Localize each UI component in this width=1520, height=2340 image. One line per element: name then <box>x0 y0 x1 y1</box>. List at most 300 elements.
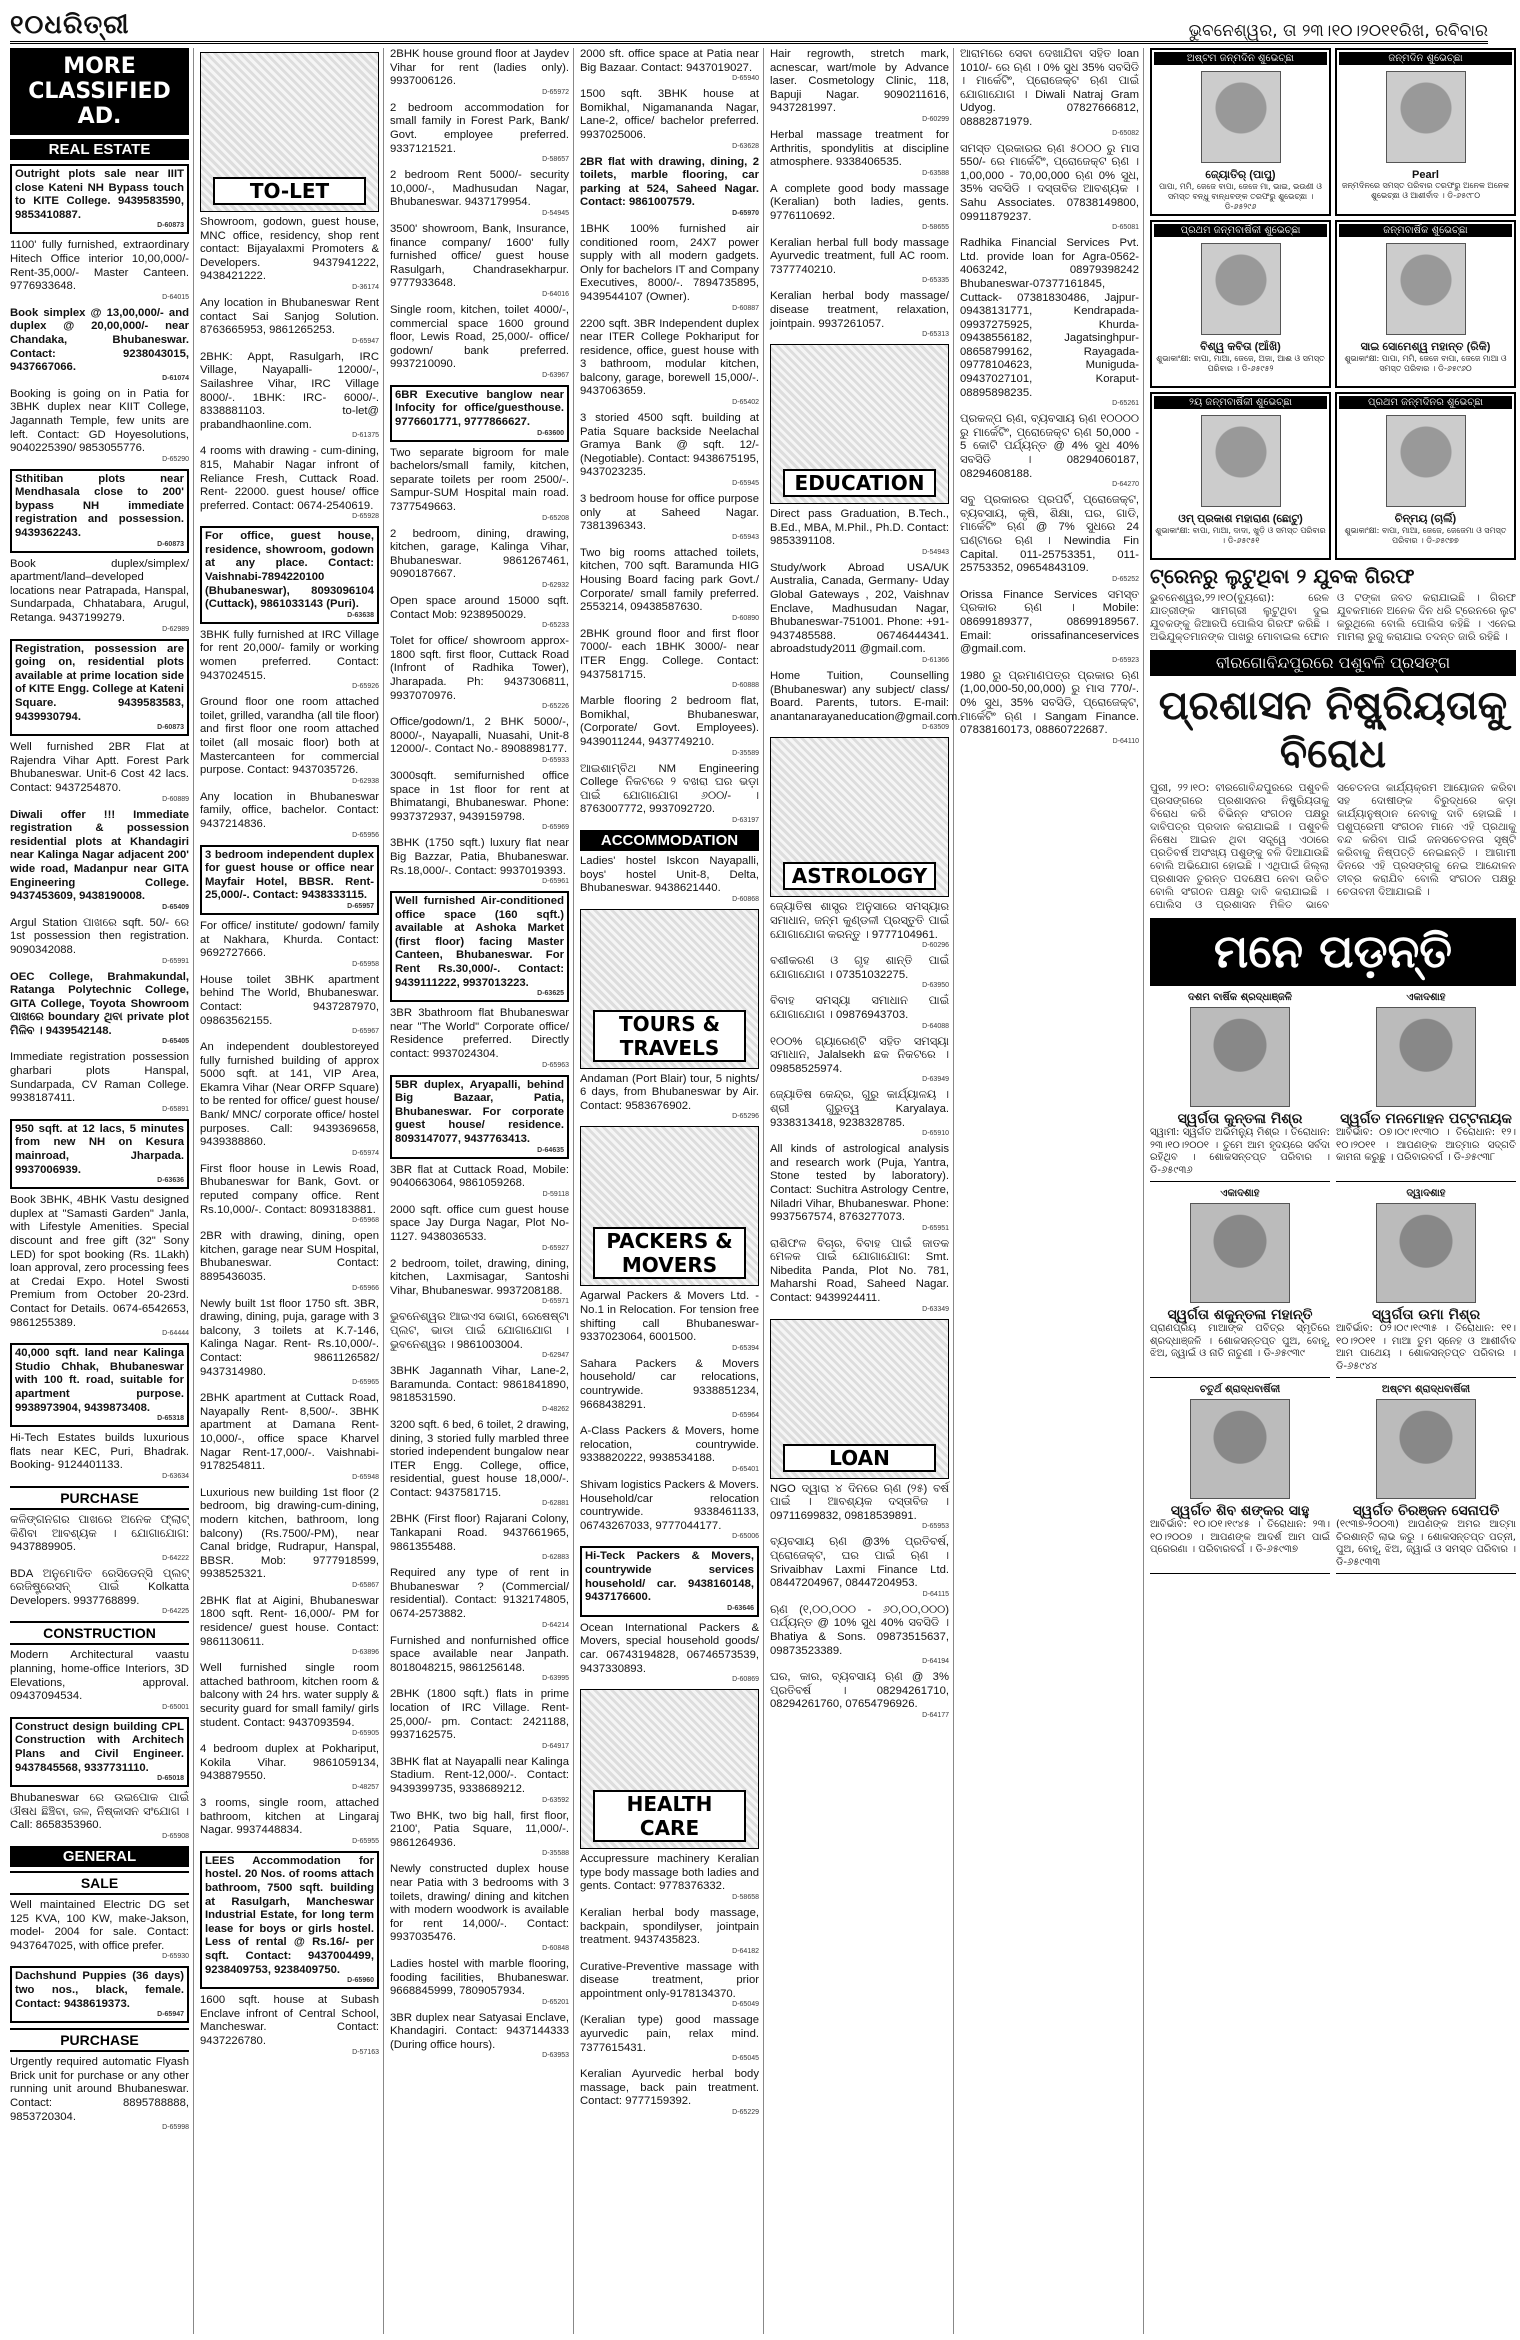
ad-code: D-65960 <box>347 1977 374 1985</box>
classified-ad <box>390 1810 569 1859</box>
deceased-name: ସ୍ୱର୍ଗତ ମନମୋହନ ପଟ୍ଟନାୟକ <box>1340 1111 1512 1127</box>
classified-ad <box>390 837 569 886</box>
ad-text: Registration, possession are going on, residential plots available at prime location side of KITE Engg. College at Kateni Square. 9439583583, 9439930794. <box>15 642 184 723</box>
news-headline-animal-sacrifice: ପ୍ରଶାସନ ନିଷ୍କ୍ରିୟତାକୁ ବିରୋଧ <box>1158 683 1508 777</box>
ad-text: Well furnished 2BR Flat at Rajendra Vihar Aptt. Forest Park Bhubaneswar. Unit-6 Cost 42 lacs. Contact: 9437254870. <box>10 741 189 794</box>
ad-code: D-65867 <box>352 1581 379 1589</box>
ad-text: 3 bedroom independent duplex for guest house or office near Mayfair Hotel, BBSR. Rent- 25,000/-. Contact: 9438333115. <box>205 848 374 902</box>
ad-code: D-63634 <box>162 1472 189 1480</box>
obituary-text: ଆବିର୍ଭାବ: ୧୦।୦୧।୧୯୪୫ । ତିରୋଧାନ: ୨୩।୧୦।୨୦୦୭ । ଆପଣଙ୍କ ଆଦର୍ଶ ଆମ ପାଇଁ ପ୍ରେରଣା । ପରିବାରବର୍ଗ । ଡି-୬୫୯୩୭ <box>1150 1519 1330 1555</box>
ad-code: D-64214 <box>542 1621 569 1629</box>
obituary-text: (୧୯୩୭-୨୦୦୩) ଆପଣଙ୍କ ଅମର ଆତ୍ମା ଚିରଶାନ୍ତି ଲାଭ କରୁ । ଶୋକସନ୍ତପ୍ତ ପତ୍ନୀ, ପୁଅ, ବୋହୂ, ଝିଅ, ଜ୍ୱାଇଁ ଓ ସମସ୍ତ ପରିବାର । ଡି-୬୫୯୩୩ <box>1336 1519 1516 1568</box>
classified-ad <box>770 955 949 990</box>
ad-text: ପ୍ରକଳ୍ପ ଋଣ, ବ୍ୟବସାୟ ଋଣ ୧୦୦୦୦ ରୁ ମାର୍କେଟିଂ, ପ୍ରୋଜେକ୍ଟ ଋଣ 50,000 - 5 କୋଟି ପର୍ଯ୍ୟନ୍ତ @ 4% ସୁଧ 40% ସବସିଡି । 08294060187, 08294608188. <box>960 413 1139 480</box>
ad-text: A complete good body massage (Keralian) both ladies, gents. 9776110692. <box>770 182 949 222</box>
wish-text: ଶୁଭାକାଂକ୍ଷୀ: ବାପା, ମାଆ, ଜେଜେ, ଅଜା, ଆଈ ଓ ସମସ୍ତ ପରିବାର । ଡି-୬୫୯୫୨ <box>1156 354 1325 373</box>
news-kicker-animal-sacrifice: ବୀରଗୋବିନ୍ଦପୁରରେ ପଶୁବଳି ପ୍ରସଙ୍ଗ <box>1150 650 1516 676</box>
ad-text: Two big rooms attached toilets, kitchen, 700 sqft. Baramunda HIG Housing Board facing park Govt./ Corporate/ small family preferred. 2553214, 09438587630. <box>580 546 759 614</box>
classified-ad <box>390 1007 569 1069</box>
section-illustration <box>580 1689 759 1849</box>
classified-ad <box>10 1568 189 1617</box>
ad-text: House toilet 3BHK apartment behind The World, Bhubaneswar. Contact: 9437287970, 09863562155. <box>200 973 379 1027</box>
section-illustration <box>770 1319 949 1479</box>
classified-ad <box>200 351 379 441</box>
obituary-notice <box>1336 1188 1516 1378</box>
ad-text: 40,000 sqft. land near Kalinga Studio Chhak, Bhubaneswar with 100 ft. road, suitable for apartment purpose. 9938973904, 9439873408. <box>15 1347 184 1414</box>
ad-code: D-60296 <box>922 942 949 950</box>
classified-ad <box>10 388 189 464</box>
ad-text: Newly built 1st floor 1750 sft. 3BR, drawing, dining, puja, garage with 3 balcony, 3 toilets at K.7-146, Kalinga Nagar. Rent- Rs.10,000/-. Contact: 9861126582/ 9437314980. <box>200 1297 379 1378</box>
ad-code: D-61366 <box>922 657 949 665</box>
ad-text: Accupressure machinery Keralian type body massage both ladies and gents. Contact: 9778376332. <box>580 1853 759 1893</box>
classified-ad <box>10 1343 189 1427</box>
classified-ad <box>390 304 569 380</box>
classified-ad <box>390 169 569 218</box>
ad-code: D-65930 <box>162 1953 189 1961</box>
ad-code: D-65957 <box>347 902 374 910</box>
classified-ad <box>580 1961 759 2010</box>
ad-text: Outright plots sale near IIIT close Kateni NH Bypass touch to KITE College. 9439583590, 9853410887. <box>15 168 184 221</box>
classified-ad <box>580 1358 759 1420</box>
ad-text: ବ୍ୟବସାୟ ଋଣ @3% ପ୍ରତିବର୍ଷ, ପ୍ରୋଜେକ୍ଟ, ଘର ପାଇଁ ଋଣ । Srivaibhav Laxmi Finance Ltd. 08447204967, 08447204953. <box>770 1536 949 1590</box>
ad-text: Ground floor one room attached toilet, grilled, varandha (all tile floor) and first floor one room attached toilet (all mosaic floor) both at Mastercanteen for commercial purpose. Contact: 9437035726. <box>200 696 379 777</box>
classified-ad <box>10 307 189 383</box>
ad-code: D-63588 <box>922 169 949 177</box>
ad-code: D-65229 <box>732 2109 759 2117</box>
ad-code: D-63949 <box>922 1076 949 1084</box>
ad-text: ସମସ୍ତ ପ୍ରକାରର ଋଣ ୫୦୦୦ ରୁ ମାସ 550/- ରେ ମାର୍କେଟିଂ, ପ୍ରୋଜେକ୍ଟ ଋଣ । 1,00,000 - 70,00,000 ଋଣ 0% ସୁଧ, 35% ସବସିଡି । ଦସ୍ତାବିଜ ଆବଶ୍ୟକ । Sahu Associates. 07838149800, 09911879237. <box>960 142 1139 223</box>
wish-text: ଶୁଭାକାଂକ୍ଷୀ: ବାପା, ମାଆ, ଜେଜେ, ଜେଜେମା ଓ ସମସ୍ତ ପରିବାର । ଡି-୬୫୯୭୭ <box>1344 526 1507 545</box>
wish-title: ପ୍ରଥମ ଜନ୍ମବାର୍ଷିକୀ ଶୁଭେଚ୍ଛା <box>1154 224 1327 237</box>
illustration-caption: TO-LET <box>213 177 366 205</box>
classified-ad <box>10 971 189 1047</box>
ad-code: D-65966 <box>352 1284 379 1292</box>
obituary-text: ସ୍ୱାମୀ: ସ୍ୱର୍ଗତ ଅଭିମନ୍ୟୁ ମିଶ୍ର । ତିରୋଧାନ: ୨୩।୧୦।୨୦୦୧ । ତୁମେ ଆମ ହୃଦୟରେ ସର୍ବଦା ରହିଥିବ । ଶୋକସନ୍ତପ୍ତ ପରିବାର । ଡି-୬୫୯୩୬ <box>1150 1127 1330 1176</box>
classified-ad <box>10 1792 189 1841</box>
classified-ad <box>200 216 379 292</box>
classified-ad <box>10 1899 189 1961</box>
ad-code: D-65969 <box>542 824 569 832</box>
classified-ad <box>580 1290 759 1352</box>
ad-text: 4 bedroom duplex at Pokhariput, Kokila Vihar. 9861059134, 9438879550. <box>200 1743 379 1783</box>
classified-banner: MORE CLASSIFIED AD. <box>10 48 189 135</box>
wish-text: ଶୁଭାକାଂକ୍ଷୀ: ପାପା, ମମି, ଜେଜେ ବାପା, ଜେଜେ ମାଆ ଓ ସମସ୍ତ ପରିବାର । ଡି-୬୫୯୬୦ <box>1344 354 1507 373</box>
ad-code: D-65961 <box>542 878 569 886</box>
classified-ad <box>200 629 379 691</box>
classified-ad <box>770 1483 949 1532</box>
classified-ad <box>200 1298 379 1388</box>
ad-text: ଜ୍ୟୋତିଷ କେନ୍ଦ୍ର, ଗୁରୁ କାର୍ଯ୍ୟାଳୟ । ଶ୍ରୀ ଗୁରୁତ୍ୱ Karyalaya. 9338313418, 9238328785. <box>770 1089 949 1129</box>
classified-ad <box>580 855 759 904</box>
classified-ad <box>10 1966 189 2023</box>
classified-ad <box>200 1487 379 1590</box>
classified-ad <box>960 589 1139 665</box>
ad-text: 1980 ରୁ ପ୍ରମାଣପତ୍ର ପ୍ରକାର ଋଣ (1,00,000-50,00,000) ରୁ ମାସ 770/-. 0% ସୁଧ, 35% ସବସିଡି, ପ୍ରୋଜେକ୍ଟ, ମାର୍କେଟିଂ ଋଣ । Sangam Finance. 07838160173, 08860722687. <box>960 669 1139 737</box>
ad-code: D-62947 <box>542 1352 569 1360</box>
page-grid <box>10 48 1516 2334</box>
ad-code: D-36174 <box>352 283 379 291</box>
ad-code: D-65409 <box>162 903 189 911</box>
obituary-grid <box>1150 992 1516 1574</box>
ad-text: Hair regrowth, stretch mark, acnescar, wart/mole by Advance laser. Cosmetology Clinic, 118, Bapuji Nagar. 9090211616, 9437281997. <box>770 48 949 115</box>
classified-ad <box>770 508 949 557</box>
ad-text: 2200 sqft. 3BR Independent duplex near ITER College Pokhariput for residence, office, guest house with 3 bathroom, modular kitchen, balcony, garage, borewell 15,000/-. 9437063659. <box>580 317 759 398</box>
child-name: Pearl <box>1412 169 1439 181</box>
ad-code: D-62881 <box>542 1500 569 1508</box>
child-photo <box>1386 243 1466 335</box>
section-illustration <box>200 52 379 212</box>
ad-text: NGO ଦ୍ୱାରା ୪ ଦିନରେ ଋଣ (୨୫) ବର୍ଷ ପାଇଁ । ଆବଶ୍ୟକ ଦସ୍ତାବିଜ । 09711699832, 09818539891. <box>770 1482 949 1522</box>
ad-code: D-63592 <box>542 1796 569 1804</box>
classified-ad <box>390 1204 569 1253</box>
ad-text: Book simplex @ 13,00,000/- and duplex @ 20,00,000/- near Chandaka, Bhubaneswar. Contact: 9238043015, 9437667066. <box>10 306 189 374</box>
classified-ad <box>200 791 379 840</box>
section-illustration <box>770 344 949 504</box>
ad-text: Well maintained Electric DG set 125 KVA, 100 KW, make-Jakson, model- 2004 for sale. Contact: 9437647025, with office prefer. <box>10 1899 189 1952</box>
news-headline-train-robbery: ଟ୍ରେନରୁ ଲୁଟୁଥିବା ୨ ଯୁବକ ଗିରଫ <box>1150 564 1415 588</box>
ad-code: D-65208 <box>542 514 569 522</box>
classified-column-4 <box>580 48 764 2334</box>
ad-code: D-48257 <box>352 1784 379 1791</box>
ad-text: Keralian Ayurvedic herbal body massage, back pain treatment. Contact: 9777159392. <box>580 2068 759 2108</box>
ad-text: Showroom, godown, guest house, MNC office, residency, shop rent contact: Bijayalaxmi Promoters & Developers. 9437941222, 9438421222. <box>200 216 379 283</box>
ad-code: D-63628 <box>732 142 759 150</box>
classified-ad <box>390 1365 569 1414</box>
ad-code: D-65948 <box>352 1473 379 1481</box>
ad-code: D-65958 <box>352 960 379 968</box>
classified-ad <box>200 1163 379 1225</box>
ad-text: Well furnished single room attached bathroom, kitchen room & balcony with 24 hrs. water supply & security guard for small family/ girls student. Contact: 9437093594. <box>200 1662 379 1729</box>
ad-text: Bhubaneswar ରେ ଉଇପୋକ ପାଇଁ ଔଷଧ ଛିଞ୍ଚିବା, ଜଳ, ନିଷ୍କାସନ ସଂଯୋଗ । Call: 8658353960. <box>10 1792 189 1832</box>
ad-code: D-58658 <box>732 1893 759 1901</box>
ad-code: D-60299 <box>922 115 949 123</box>
ad-text: 4 rooms with drawing - cum-dining, 815, Mahabir Nagar infront of Reliance Fresh, Cuttack Road. Rent- 22000. guest house/ office preferred. Contact: 0674-2540619. <box>200 445 379 512</box>
classified-ad <box>580 1546 759 1616</box>
ad-code: D-65049 <box>732 2001 759 2009</box>
ad-text: Any location in Bhubaneswar Rent contact Sai Sanjog Solution. 8763665953, 9861265253. <box>200 296 379 337</box>
obituary-notice <box>1336 992 1516 1182</box>
ad-code: D-60848 <box>542 1944 569 1952</box>
ad-code: D-65335 <box>922 277 949 285</box>
ad-text: Construct design building CPL Construction with Architech Plans and Civil Engineer. 9437845568, 9337731110. <box>15 1720 184 1774</box>
classified-ad <box>580 628 759 690</box>
ad-text: 2BHK: Appt, Rasulgarh, IRC Village, Nayapalli- 12000/-, Sailashree Vihar, IRC Village 8000/-. 1BHK: IRC- 6000/-. 8338881103. to-let@ prabandhaonline.com. <box>200 350 379 431</box>
wish-title: ପ୍ରଥମ ଜନ୍ମଦିନର ଶୁଭେଚ୍ଛା <box>1339 396 1512 409</box>
section-illustration <box>580 1126 759 1286</box>
deceased-name: ସ୍ୱର୍ଗତା ଶକୁନ୍ତଳା ମହାନ୍ତି <box>1167 1307 1313 1323</box>
classified-ad <box>10 1514 189 1563</box>
ad-code: D-65905 <box>352 1730 379 1738</box>
ad-code: D-65006 <box>732 1533 759 1541</box>
ad-code: D-65891 <box>162 1105 189 1113</box>
classified-ad <box>390 635 569 711</box>
news-body-animal-sacrifice: ପୁରୀ, ୨୨।୧୦: ବୀରଗୋବିନ୍ଦପୁରରେ ପଶୁବଳି ପ୍ରସଙ୍ଗରେ ପ୍ରଶାସନର ନିଷ୍କ୍ରିୟତାକୁ ବିରୋଧ କରି ବିଭିନ୍ନ ସଂଗଠନ ପକ୍ଷରୁ ଦାବିପତ୍ର ପ୍ରଦାନ କରାଯାଇଛି । ପଶୁବଳି ନିଷେଧ ଆଇନ ଥିବା ସତ୍ତ୍ୱେ ଏଠାରେ ପ୍ରତିବର୍ଷ ଅସଂଖ୍ୟ ପଶୁଙ୍କୁ ବଳି ଦିଆଯାଉଛି ବୋଲି ଅଭିଯୋଗ ହୋଇଛି । ଏଥିପାଇଁ ଜିଲ୍ଲା ପ୍ରଶାସନ ତୁରନ୍ତ ପଦକ୍ଷେପ ନେବା ଉଚିତ ବୋଲି ସଂଗଠନ ପକ୍ଷରୁ ଦାବି କରାଯାଇଛି । ପୋଲିସ ଓ ପ୍ରଶାସନ ମିଳିତ ଭାବେ ସଚେତନତା କାର୍ଯ୍ୟକ୍ରମ ଆୟୋଜନ କରିବା ସହ ଦୋଷୀଙ୍କ ବିରୁଦ୍ଧରେ କଡ଼ା କାର୍ଯ୍ୟାନୁଷ୍ଠାନ ନେବାକୁ ଦାବି ହୋଇଛି । ପଶୁପ୍ରେମୀ ସଂଗଠନ ମାନେ ଏହି ପ୍ରଥାକୁ ବନ୍ଦ କରିବା ପାଇଁ ଜନସଚେତନତା ସୃଷ୍ଟି କରିବାକୁ ନିଷ୍ପତ୍ତି ନେଇଛନ୍ତି । ଆଗାମୀ ଦିନରେ ଏହି ପ୍ରସଙ୍ଗକୁ ନେଇ ଆନ୍ଦୋଳନ ତୀବ୍ର କରାଯିବ ବୋଲି ସଂଗଠନ ପକ୍ଷରୁ ଚେତାବନୀ ଦିଆଯାଇଛି । <box>1150 782 1516 911</box>
ad-text: Shivam logistics Packers & Movers. Household/car relocation countrywide. 9338461133, 06743267033, 9777044177. <box>580 1479 759 1532</box>
classified-ad <box>390 1863 569 1953</box>
obituary-notice <box>1150 1188 1330 1378</box>
ad-code: D-63625 <box>537 990 564 998</box>
classified-ad <box>580 1853 759 1902</box>
ad-text: 3000sqft. semifurnished office space in 1st floor for rent at Bhimatangi, Bhubaneswar. Phone: 9937372937, 9439159798. <box>390 769 569 823</box>
ad-code: D-35589 <box>732 749 759 757</box>
ad-text: (Keralian type) good massage ayurvedic pain, relax mind. 7377615431. <box>580 2014 759 2054</box>
ad-text: Single room, kitchen, toilet 4000/-, commercial space 1600 ground floor, Lewis Road, 25,000/- office/ godown/ bank preferred. 9937210090. <box>390 303 569 371</box>
section-illustration <box>580 909 759 1069</box>
ad-code: D-60889 <box>162 795 189 803</box>
ad-text: 2 bedroom, toilet, drawing, dining, kitchen, Laxmisagar, Santoshi Vihar, Bhubaneswar. 9937208188. <box>390 1257 569 1297</box>
ad-text: 3500' showroom, Bank, Insurance, finance company/ 1600' fully furnished office/ guest house Rasulgarh, Chandrasekharpur. 9777933648. <box>390 222 569 290</box>
ad-code: D-65290 <box>162 455 189 463</box>
classified-ad <box>390 48 569 97</box>
classified-ad <box>10 1649 189 1711</box>
section-heading: CONSTRUCTION <box>10 1621 189 1645</box>
child-name: ବିଶ୍ୱ କବିତା (ଆଁଖି) <box>1200 341 1281 353</box>
ad-text: Urgently required automatic Flyash Brick unit for purchase or any other running unit around Bhubaneswar. Contact: 8895788888, 9853720304. <box>10 2056 189 2123</box>
classified-ad <box>390 1513 569 1562</box>
ad-code: D-65970 <box>732 209 759 217</box>
classified-ad <box>10 1051 189 1113</box>
ad-text: Radhika Financial Services Pvt. Ltd. provide loan for Agra-0562-4063242, 08979398242 Bhubaneswar-07377161845, Cuttack- 07381830486, Jajpur- 09438131771, Kendrapada- 09937275925, Khurda- 09438556182, Jagatsinghpur- 08658799162, Rayagada- 09778104623, Muniguda- 09437027101, Koraput- 08895898235. <box>960 237 1139 399</box>
obituary-label: ଏକାଦଶାହ <box>1406 992 1446 1003</box>
classified-column-1 <box>10 48 194 2334</box>
ad-code: D-65947 <box>352 337 379 345</box>
ad-text: 3BHK flat at Nayapalli near Kalinga Stadium. Rent-12,000/-. Contact: 9439399735, 9338689212. <box>390 1755 569 1795</box>
ad-code: D-64270 <box>1112 481 1139 489</box>
child-photo <box>1386 415 1466 507</box>
ad-code: D-65908 <box>162 1833 189 1840</box>
illustration-caption: ASTROLOGY <box>783 862 936 890</box>
birthday-wishes-grid <box>1150 48 1516 560</box>
obituary-notice <box>1336 1384 1516 1574</box>
ad-text: Marble flooring 2 bedroom flat, Bomikhal, Bhubaneswar, (Corporate/ Govt. Employees). 9439011244, 9437749210. <box>580 695 759 748</box>
classified-ad <box>770 670 961 732</box>
section-heading: REAL ESTATE <box>10 139 189 160</box>
deceased-photo <box>1190 1007 1290 1107</box>
ad-code: D-65261 <box>1112 400 1139 408</box>
classified-ad <box>200 1595 379 1657</box>
ad-code: D-60888 <box>732 682 759 690</box>
ad-text: ବଶୀକରଣ ଓ ଗୃହ ଶାନ୍ତି ପାଇଁ ଯୋଗାଯୋଗ । 07351032275. <box>770 955 949 981</box>
ad-code: D-61375 <box>352 432 379 440</box>
ad-code: D-64088 <box>922 1022 949 1030</box>
ad-code: D-65972 <box>542 88 569 96</box>
classified-ad <box>770 290 949 339</box>
ad-code: D-64115 <box>922 1590 949 1598</box>
classified-ad <box>580 2014 759 2063</box>
ad-code: D-64917 <box>542 1742 569 1750</box>
classified-ad <box>390 1635 569 1684</box>
classified-ad <box>580 1907 759 1956</box>
ad-code: D-64110 <box>1112 737 1139 745</box>
ad-text: BDA ଅନୁମୋଦିତ ରେସିଡେନ୍ସି ପ୍ଲଟ୍ ରେଜିଷ୍ଟ୍ରେସନ୍ ପାଇଁ Kolkatta Developers. 9937768899. <box>10 1567 189 1607</box>
obituary-label: ଦଶମ ବାର୍ଷିକ ଶ୍ରଦ୍ଧାଞ୍ଜଳି <box>1188 992 1292 1003</box>
wish-title: ଜନ୍ମବାର୍ଷିକ ଶୁଭେଚ୍ଛା <box>1339 224 1512 237</box>
ad-code: D-60869 <box>732 1676 759 1684</box>
ad-code: D-65233 <box>542 622 569 630</box>
ad-code: D-65965 <box>352 1379 379 1387</box>
ad-code: D-65226 <box>542 703 569 711</box>
classified-ad <box>390 770 569 832</box>
birthday-wish-box <box>1335 220 1516 388</box>
section-illustration <box>770 737 949 897</box>
classified-ad <box>390 528 569 590</box>
ad-text: Well furnished Air-conditioned office space (160 sqft.) available at Ashoka Market (first floor) facing Master Canteen, Bhubaneswar. For Rent Rs.30,000/-. Contact: 9439111222, 9937013223. <box>395 895 564 989</box>
ad-code: D-63967 <box>542 371 569 379</box>
ad-text: 1100' fully furnished, extraordinary Hitech Office interior 10,00,000/- Rent-35,000/- Master Canteen. 9776933648. <box>10 239 189 293</box>
deceased-photo <box>1190 1399 1290 1499</box>
wish-title: ୨ୟ ଜନ୍ମବାର୍ଷିକୀ ଶୁଭେଚ୍ଛା <box>1154 396 1327 409</box>
classified-ad <box>10 164 189 234</box>
classified-ad <box>580 1425 759 1474</box>
ad-text: 3BR 3bathroom flat Bhubaneswar near "The World" Corporate office/ Residence preferred. Directly contact: 9937024304. <box>390 1007 569 1061</box>
ad-text: ଆଇଶାମ୍ବିଥ NM Engineering College ନିକଟରେ ୨ ବଖରା ଘର ଭଡ଼ା ପାଇଁ ଯୋଗାଯୋଗ ୬୦୦/- । 8763007772, 9937092720. <box>580 762 759 816</box>
child-name: ଜ୍ୟୋତିର୍ (ପାପୁ) <box>1205 169 1276 181</box>
ad-text: Ladies' hostel Iskcon Nayapalli, boys' hostel Unit-8, Delta, Bhubaneswar. 9438621440. <box>580 854 759 895</box>
ad-text: Modern Architectural vaastu planning, home-office Interiors, 3D Elevations, approval. 09437094534. <box>10 1649 189 1703</box>
ad-code: D-63896 <box>352 1649 379 1657</box>
child-photo <box>1201 71 1281 163</box>
ad-code: D-65045 <box>732 2055 759 2063</box>
classified-ad <box>580 2068 759 2117</box>
ad-code: D-64016 <box>542 290 569 298</box>
classified-ad <box>390 716 569 765</box>
wish-title: ଜନ୍ମଦିନ ଶୁଭେଚ୍ଛା <box>1339 52 1512 65</box>
ad-code: D-57163 <box>352 2048 379 2056</box>
classified-ad <box>770 1536 949 1598</box>
ad-text: 950 sqft. at 12 lacs, 5 minutes from new NH on Kesura mainroad, Jharpada. 9937006939. <box>15 1122 184 1176</box>
deceased-photo <box>1376 1007 1476 1107</box>
classified-ad <box>580 48 759 83</box>
classified-ad <box>200 1392 379 1482</box>
ad-code: D-65923 <box>1112 656 1139 664</box>
classified-ad <box>770 562 949 665</box>
ad-code: D-65928 <box>352 513 379 521</box>
ad-text: 3 bedroom house for office purpose only at Saheed Nagar. 7381396343. <box>580 493 759 533</box>
ad-code: D-59118 <box>542 1190 569 1198</box>
classified-ad <box>770 1089 949 1138</box>
classified-ad <box>390 1958 569 2007</box>
ad-code: D-65991 <box>162 957 189 965</box>
ad-text: 3BHK fully furnished at IRC Village for rent 20,000/- family or working women preferred. Contact: 9437024515. <box>200 628 379 682</box>
ad-code: D-48262 <box>542 1405 569 1413</box>
classified-ad <box>200 1743 379 1792</box>
section-heading: ACCOMMODATION <box>580 830 759 851</box>
ad-code: D-63349 <box>922 1305 949 1313</box>
classified-ad <box>390 385 569 442</box>
ad-text: Orissa Finance Services ସମସ୍ତ ପ୍ରକାର ଋଣ । Mobile: 08699189377, 08699189567. Email: orissafinanceservices @gmail.com. <box>960 588 1139 656</box>
classified-ad <box>580 1622 759 1684</box>
classified-ad <box>200 1230 379 1292</box>
ad-code: D-65081 <box>1112 224 1139 232</box>
ad-text: ଜ୍ୟୋତିଷ ଶାସ୍ତ୍ର ଅନୁସାରେ ସମସ୍ୟାର ସମାଧାନ, ଜନ୍ମ କୁଣ୍ଡଳୀ ପ୍ରସ୍ତୁତି ପାଇଁ ଯୋଗାଯୋଗ କରନ୍ତୁ । 9777104961. <box>770 901 949 941</box>
classified-ad <box>770 1238 949 1314</box>
ad-code: D-63950 <box>922 982 949 990</box>
ad-code: D-63600 <box>537 429 564 437</box>
classified-ad <box>200 974 379 1036</box>
ad-text: Argul Station ପାଖରେ sqft. 50/- ରେ 1st possession then registration. 9090342088. <box>10 916 189 956</box>
classified-ad <box>960 413 1139 489</box>
obituary-label: ଏକାଦଶାହ <box>1220 1188 1260 1199</box>
ad-text: ୧୦୦% ଗ୍ୟାରେଣ୍ଟି ସହିତ ସମସ୍ୟା ସମାଧାନ, Jalalsekh ଛକ ନିକଟରେ । 09858525974. <box>770 1035 949 1075</box>
ad-text: 1500 sqft. 3BHK house at Bomikhal, Nigamananda Nagar, Lane-2, office/ bachelor preferred. 9937025006. <box>580 88 759 141</box>
ad-code: D-54943 <box>922 548 949 556</box>
ad-code: D-65402 <box>732 399 759 407</box>
ad-code: D-63197 <box>732 816 759 824</box>
classified-ad <box>10 2056 189 2132</box>
classified-ad <box>390 1164 569 1199</box>
ad-code: D-63636 <box>157 1177 184 1185</box>
obituary-text: ଆବିର୍ଭାବ: ୦୨।୦୯।୧୯୩୫ । ତିରୋଧାନ: ୧୧।୧୦।୨୦୧୧ । ମାଆ ତୁମ ସ୍ନେହ ଓ ଆଶୀର୍ବାଦ ଆମ ପାଥେୟ । ଶୋକସନ୍ତପ୍ତ ପରିବାର । ଡି-୬୫୯୪୪ <box>1336 1323 1516 1372</box>
deceased-name: ସ୍ୱର୍ଗତ ଶିବ ଶଙ୍କର ସାହୁ <box>1170 1503 1310 1519</box>
classified-ad <box>10 239 189 301</box>
classified-ad <box>200 1662 379 1738</box>
classified-ad <box>200 297 379 346</box>
illustration-caption: EDUCATION <box>783 469 936 497</box>
section-heading: SALE <box>10 1871 189 1895</box>
ad-text: 3BR flat at Cuttack Road, Mobile: 9040663064, 9861059268. <box>390 1163 569 1190</box>
ad-code: D-65998 <box>162 2124 189 2132</box>
ad-code: D-65318 <box>157 1415 184 1423</box>
ad-code: D-65964 <box>732 1412 759 1420</box>
birthday-wish-box <box>1335 48 1516 216</box>
ad-text: A-Class Packers & Movers, home relocation, countrywide. 9338820222, 9938534188. <box>580 1425 759 1465</box>
classified-ad <box>960 143 1139 233</box>
classified-ad <box>200 445 379 521</box>
ad-text: Andaman (Port Blair) tour, 5 nights/ 6 days, from Bhubaneswar by Air. Contact: 9583676902. <box>580 1072 759 1112</box>
deceased-photo <box>1376 1203 1476 1303</box>
ad-text: ସବୁ ପ୍ରକାରର ପ୍ରପର୍ଟି, ପ୍ରୋଜେକ୍ଟ, ବ୍ୟବସାୟ, କୃଷି, ଶିକ୍ଷା, ଘର, ଗାଡି, ମାର୍କେଟିଂ ଋଣ @ 7% ସୁଧରେ 24 ଘଣ୍ଟାରେ ଋଣ । Newindia Fin Capital. 011-25753351, 011-25753352, 09654843109. <box>960 494 1139 575</box>
classified-ad <box>390 1075 569 1159</box>
classified-ad <box>390 223 569 299</box>
classified-column-5 <box>770 48 961 2334</box>
ad-text: ଭୁବନେଶ୍ୱର ଆଇଏସ ଭୋଗ, ରେଷେଷ୍ଟା ପ୍ଲଟ, ଭାଡା ପାଇଁ ଯୋଗାଯୋଗ । ଭୁବନେଶ୍ୱର । 9861003004. <box>390 1311 569 1351</box>
ad-text: ଆରାମରେ ସେବା ଦେଖାଯିବା ସହିତ loan 1010/- ରେ ଋଣ । 0% ସୁଧ 35% ସବସିଡି । ମାର୍କେଟିଂ, ପ୍ରୋଜେକ୍ଟ ଋଣ ପାଇଁ ଯୋଗାଯୋଗ । Diwali Natraj Gram Udyog. 07827666812, 08882871979. <box>960 48 1139 128</box>
ad-code: D-65956 <box>352 831 379 839</box>
classified-ad <box>390 447 569 523</box>
masthead <box>10 6 1488 44</box>
ad-text: 6BR Executive banglow near Infocity for office/guesthouse. 9776601771, 9777866627. <box>395 388 564 429</box>
ad-code: D-65926 <box>352 683 379 691</box>
classified-ad <box>200 1994 379 2056</box>
ad-text: Keralian herbal body massage, backpain, spondilyser, jointpain treatment. 9437435823. <box>580 1906 759 1947</box>
ad-code: D-65943 <box>732 533 759 541</box>
ad-code: D-64444 <box>162 1330 189 1338</box>
classified-ad <box>200 845 379 915</box>
ad-text: 3BHK (1750 sqft.) luxury flat near Big Bazzar, Patia, Bhubaneswar. Rs.18,000/-. Contact: 9937019393. <box>390 837 569 877</box>
ad-code: D-62989 <box>162 625 189 633</box>
deceased-name: ସ୍ୱର୍ଗତା କୁନ୍ତଳା ମିଶ୍ର <box>1177 1111 1303 1127</box>
ad-code: D-64015 <box>162 293 189 301</box>
ad-code: D-65945 <box>732 480 759 488</box>
classified-ad <box>390 1567 569 1629</box>
classified-ad <box>770 1143 949 1233</box>
classified-ad <box>770 129 949 178</box>
ad-code: D-60873 <box>157 540 184 548</box>
obituary-text: ପ୍ରାଣପ୍ରିୟ ମାଆଙ୍କ ପବିତ୍ର ସ୍ମୃତିରେ ଶ୍ରଦ୍ଧାଞ୍ଜଳି । ଶୋକସନ୍ତପ୍ତ ପୁଅ, ବୋହୂ, ଝିଅ, ଜ୍ୱାଇଁ ଓ ନାତି ନାତୁଣୀ । ଡି-୬୫୯୩୯ <box>1150 1323 1330 1359</box>
ad-code: D-60873 <box>157 222 184 230</box>
ad-code: D-65955 <box>352 1837 379 1845</box>
section-heading: PURCHASE <box>10 1486 189 1510</box>
ad-code: D-65401 <box>732 1466 759 1473</box>
ad-code: D-63509 <box>922 724 949 732</box>
ad-text: Book 3BHK, 4BHK Vastu designed duplex at "Samasti Garden" Janla, with Lifestyle Amenities. Special discount and free gift (32" Sony LED) for spot booking (Rs. 1Lakh) loan approval, zero processing fees at Credai Expo. Hotel Swosti Premium from October 20-23rd. Contact for Details. 0674-6542653, 9861255389. <box>10 1194 189 1329</box>
ad-text: 5BR duplex, Aryapalli, behind Big Bazaar, Patia, Bhubaneswar. For corporate guest house/ residence. 8093147077, 9437763413. <box>395 1078 564 1145</box>
classified-ad <box>10 558 189 634</box>
ad-code: D-65968 <box>352 1217 379 1225</box>
ad-code: D-63638 <box>347 611 374 619</box>
ad-code: D-60887 <box>732 304 759 312</box>
ad-code: D-65313 <box>922 331 949 339</box>
